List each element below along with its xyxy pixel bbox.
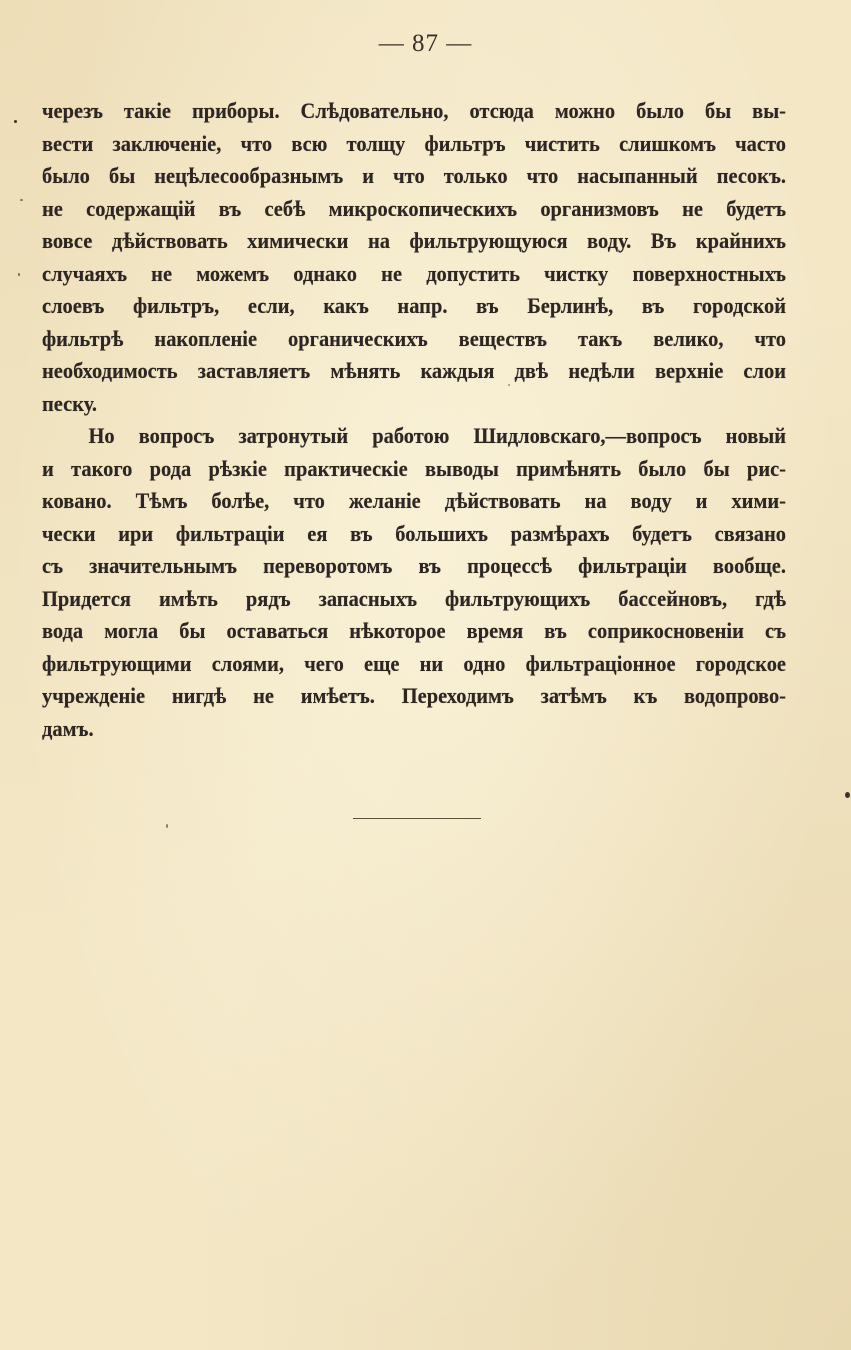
body-text xyxy=(42,95,786,745)
ink-speck xyxy=(845,792,850,798)
text-line: вовсе дѣйствовать химически на фильтрующуюся воду. Въ крайнихъ xyxy=(42,228,786,253)
text-line: чески ири фильтраціи ея въ большихъ размѣрахъ будетъ связано xyxy=(42,520,786,546)
text-line: было бы нецѣлесообразнымъ и что только что насыпанный песокъ. xyxy=(42,163,786,188)
text-line: черезъ такіе приборы. Слѣдовательно, отсюда можно было бы вы- xyxy=(42,98,786,123)
text-line: вести заключеніе, что всю толщу фильтръ чистить слишкомъ часто xyxy=(42,130,786,156)
ink-speck xyxy=(14,120,17,123)
ink-speck xyxy=(18,273,20,276)
paragraph-2 xyxy=(42,420,786,745)
ink-speck xyxy=(20,199,23,201)
text-line: случаяхъ не можемъ однако не допустить чистку поверхностныхъ xyxy=(42,260,786,286)
text-line: ковано. Тѣмъ болѣе, что желаніе дѣйствовать на воду и хими- xyxy=(42,488,786,513)
text-line: и такого рода рѣзкіе практическіе выводы примѣнять было бы рис- xyxy=(42,455,786,481)
text-line: Придется имѣть рядъ запасныхъ фильтрующихъ бассейновъ, гдѣ xyxy=(42,585,786,611)
text-line: учрежденіе нигдѣ не имѣетъ. Переходимъ затѣмъ къ водопрово- xyxy=(42,683,786,708)
text-line: вода могла бы оставаться нѣкоторое время въ соприкосновеніи съ xyxy=(42,618,786,643)
text-line: фильтрѣ накопленіе органическихъ веществъ такъ велико, что xyxy=(42,325,786,351)
ink-speck xyxy=(508,384,510,386)
text-line: не содержащій въ себѣ микроскопическихъ организмовъ не будетъ xyxy=(42,195,786,221)
paragraph-1 xyxy=(42,95,786,420)
ink-speck xyxy=(166,824,168,828)
text-line: фильтрующими слоями, чего еще ни одно фильтраціонное городское xyxy=(42,650,786,676)
page-number: — 87 — xyxy=(378,30,473,57)
text-line: съ значительнымъ переворотомъ въ процессѣ фильтраціи вообще. xyxy=(42,553,786,578)
text-line: Но вопросъ затронутый работою Шидловскаго,—вопросъ новый xyxy=(88,423,786,448)
text-line: дамъ. xyxy=(42,715,94,741)
text-line: слоевъ фильтръ, если, какъ напр. въ Берлинѣ, въ городской xyxy=(42,293,786,318)
text-line: песку. xyxy=(42,390,98,416)
text-line: необходимость заставляетъ мѣнять каждыя двѣ недѣли верхніе слои xyxy=(42,358,786,383)
section-divider xyxy=(353,818,481,819)
